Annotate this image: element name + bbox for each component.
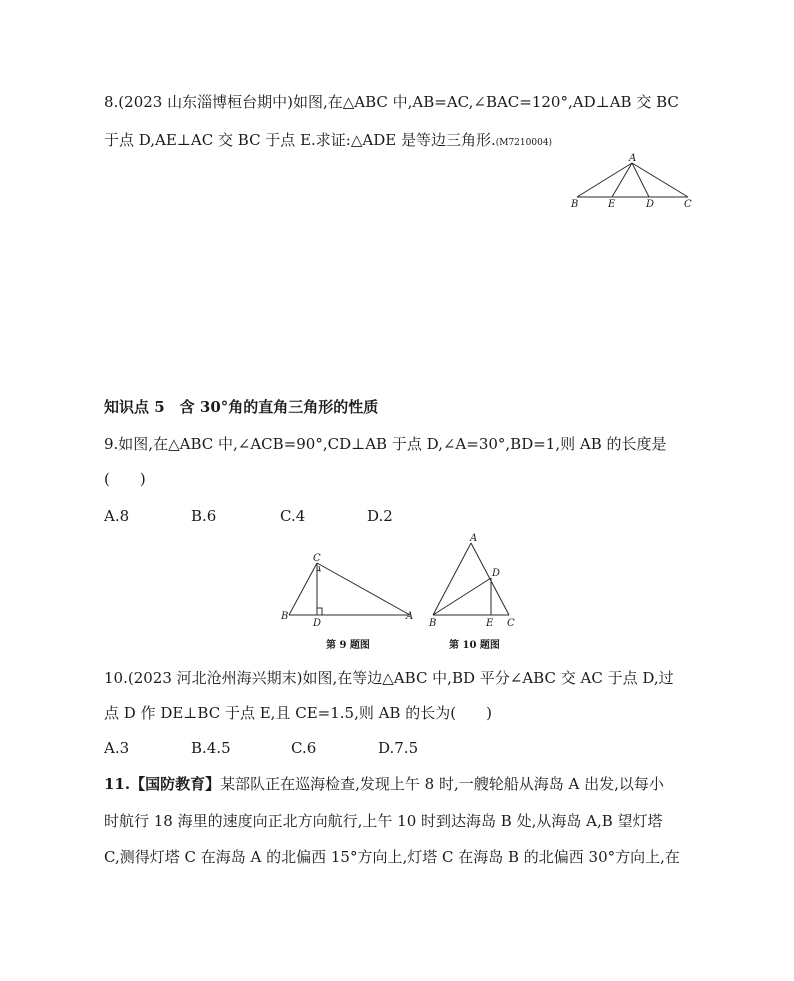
q10-label-d: D — [492, 568, 501, 579]
q8-line-ae — [612, 163, 632, 197]
section-title: 知识点 5 含 30°角的直角三角形的性质 — [104, 398, 379, 416]
q10-line-ab — [433, 543, 471, 615]
q10-line2: 点 D 作 DE⊥BC 于点 E,且 CE=1.5,则 AB 的长为( ) — [104, 704, 492, 722]
q8-label-c: C — [684, 199, 692, 210]
q10-label-b: B — [429, 618, 437, 629]
q11-line2: 时航行 18 海里的速度向正北方向航行,上午 10 时到达海岛 B 处,从海岛 A,B 望灯塔 — [104, 812, 663, 830]
q10-label-a: A — [470, 533, 478, 544]
q8-label-d: D — [646, 199, 655, 210]
q11-line1 — [104, 774, 664, 794]
q10-label-e: E — [486, 618, 494, 629]
q10-line1: 10.(2023 河北沧州海兴期末)如图,在等边△ABC 中,BD 平分∠ABC 交 AC 于点 D,过 — [104, 669, 674, 687]
q10-option-d: D.7.5 — [378, 739, 419, 757]
q10-figure — [425, 530, 525, 630]
q9-label-c: C — [313, 553, 321, 564]
q8-line1: 8.(2023 山东淄博桓台期中)如图,在△ABC 中,AB=AC,∠BAC=120°,AD⊥AB 交 BC — [104, 93, 679, 111]
q9-label-b: B — [281, 611, 289, 622]
q9-option-d: D.2 — [367, 507, 393, 525]
q11-line3: C,测得灯塔 C 在海岛 A 的北偏西 15°方向上,灯塔 C 在海岛 B 的北偏西 30°方向上,在 — [104, 848, 680, 866]
q9-figure — [280, 550, 420, 630]
q9-line1: 9.如图,在△ABC 中,∠ACB=90°,CD⊥AB 于点 D,∠A=30°,BD=1,则 AB 的长度是 — [104, 435, 667, 453]
q9-option-b: B.6 — [191, 507, 217, 525]
q10-option-c: C.6 — [291, 739, 317, 757]
q8-line-ab — [577, 163, 632, 197]
q10-figure-caption: 第 10 题图 — [449, 640, 500, 651]
q10-option-b: B.4.5 — [191, 739, 231, 757]
q9-line-ca — [317, 563, 410, 615]
q11-line1-text: 某部队正在巡海检查,发现上午 8 时,一艘轮船从海岛 A 出发,以每小 — [220, 775, 664, 793]
q8-code: (M7210004) — [495, 138, 553, 148]
q9-line-bc — [289, 563, 317, 615]
q10-line-bd — [433, 578, 491, 615]
q10-label-c: C — [507, 618, 515, 629]
q9-label-d: D — [313, 618, 322, 629]
q8-label-b: B — [571, 199, 579, 210]
q8-line2 — [104, 130, 552, 153]
q8-figure — [560, 150, 700, 215]
q9-right-angle-mark-d — [317, 608, 322, 615]
q9-line2: ( ) — [104, 470, 146, 488]
q9-option-c: C.4 — [280, 507, 306, 525]
q10-option-a: A.3 — [104, 739, 130, 757]
q8-label-a: A — [629, 153, 637, 164]
q8-line2-text: 于点 D,AE⊥AC 交 BC 于点 E.求证:△ADE 是等边三角形. — [104, 131, 496, 149]
q11-tag: 11.【国防教育】 — [104, 775, 221, 793]
q9-option-a: A.8 — [104, 507, 130, 525]
q9-figure-caption: 第 9 题图 — [326, 640, 370, 651]
q9-label-a: A — [406, 611, 414, 622]
q8-label-e: E — [608, 199, 616, 210]
